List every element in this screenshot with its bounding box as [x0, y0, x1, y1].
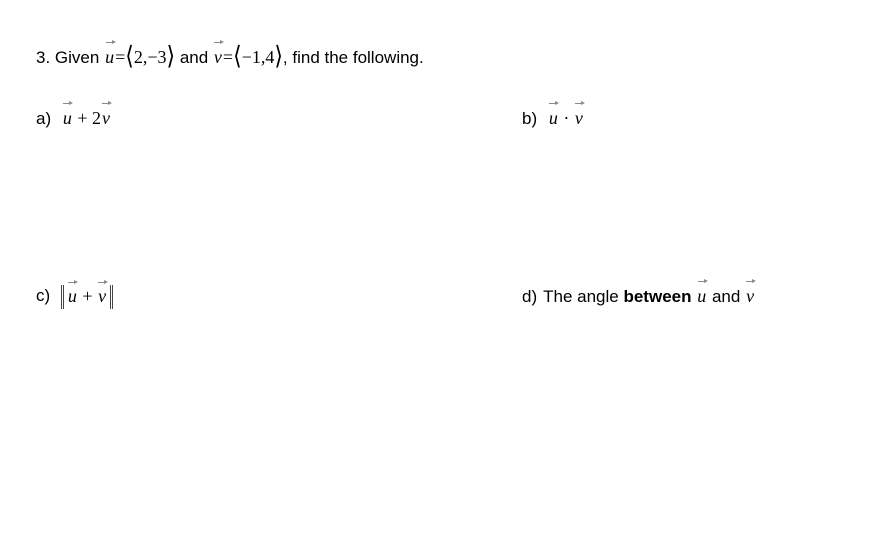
part-d: [522, 284, 755, 309]
part-d-vector-u: u: [697, 286, 707, 306]
part-c-label: c): [36, 286, 51, 305]
part-b-label: b): [522, 109, 538, 128]
part-d-bold-word: between: [623, 287, 692, 306]
part-c: [36, 284, 113, 309]
part-c-vector-u: u: [67, 285, 77, 306]
part-a: [36, 106, 111, 131]
left-angle-bracket-2: ⟨: [233, 41, 242, 70]
vector-v: v: [213, 47, 222, 67]
left-angle-bracket: ⟨: [125, 41, 134, 70]
problem-statement: [36, 41, 424, 70]
right-angle-bracket-2: ⟩: [274, 41, 283, 70]
u-value: 2,−3: [133, 47, 167, 67]
part-a-operator: + 2: [72, 108, 102, 128]
part-d-and-word: and: [711, 287, 741, 306]
and-word: and: [179, 48, 209, 67]
part-b: [522, 106, 584, 131]
part-a-vector-v: v: [102, 108, 111, 128]
problem-number: 3.: [36, 48, 51, 67]
part-b-vector-u: u: [548, 108, 558, 128]
part-d-vector-v: v: [746, 286, 755, 306]
part-b-operator: ·: [558, 108, 574, 128]
part-a-vector-u: u: [62, 108, 72, 128]
right-angle-bracket: ⟩: [166, 41, 176, 70]
vector-u: u: [105, 47, 115, 67]
part-d-label: d): [522, 287, 538, 306]
part-b-vector-v: v: [574, 108, 583, 128]
part-c-operator: +: [77, 285, 98, 306]
part-d-text: The angle: [543, 287, 624, 306]
v-value: −1,4: [241, 47, 275, 67]
norm-bars: [61, 285, 113, 309]
part-c-vector-v: v: [98, 285, 107, 306]
statement-suffix: , find the following.: [282, 48, 424, 67]
part-a-label: a): [36, 109, 52, 128]
given-word: Given: [54, 48, 100, 67]
equals-sign-2: =: [222, 47, 234, 67]
equals-sign: =: [115, 47, 126, 67]
